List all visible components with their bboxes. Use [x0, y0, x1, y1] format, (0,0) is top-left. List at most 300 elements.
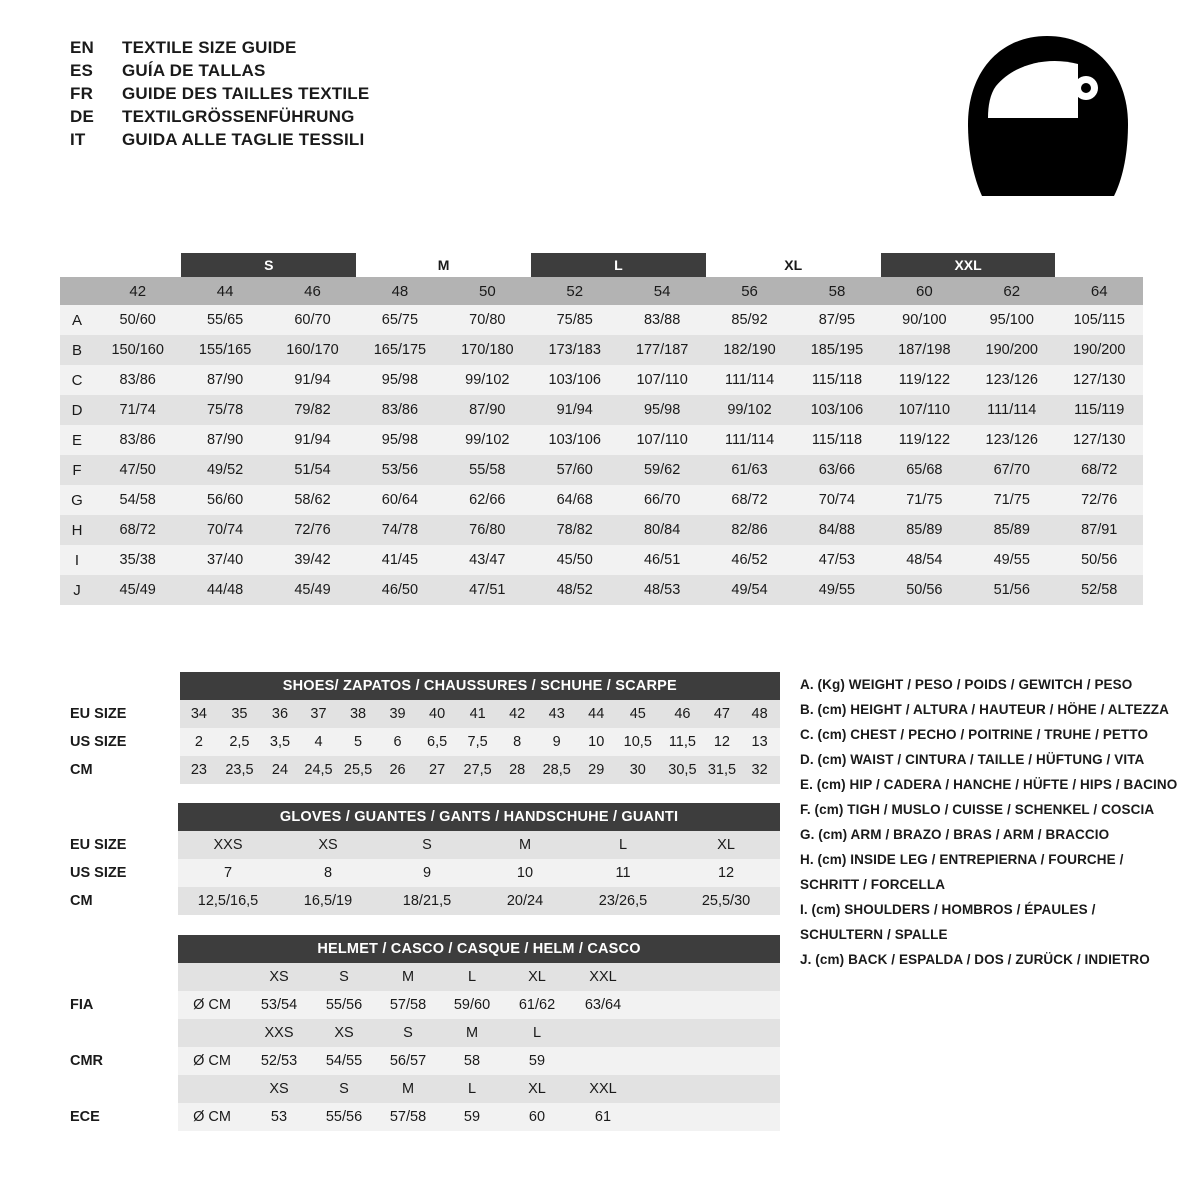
cell: 39 — [378, 700, 417, 728]
cell: 63/64 — [570, 991, 636, 1019]
legend-item: SCHRITT / FORCELLA — [800, 877, 946, 892]
legend-item: D. (cm) WAIST / CINTURA / TAILLE / HÜFTUNG / VITA — [800, 752, 1145, 767]
table-row — [60, 1103, 780, 1131]
group-cell-m: M — [437, 257, 450, 273]
table-row — [60, 545, 1143, 575]
cell: 72/76 — [1055, 485, 1143, 515]
cell: 87/91 — [1055, 515, 1143, 545]
cell: 182/190 — [706, 335, 793, 365]
cell: 36 — [261, 700, 300, 728]
cell: 50/56 — [881, 575, 968, 605]
cell: 45/50 — [531, 545, 618, 575]
cell: 38 — [338, 700, 379, 728]
cell: 87/90 — [181, 425, 268, 455]
title-lang-en: EN — [70, 38, 95, 57]
cell: 34 — [180, 700, 219, 728]
cell: 8 — [498, 728, 537, 756]
cell: 47/50 — [94, 455, 181, 485]
cell: Ø CM — [178, 991, 246, 1019]
cell: 42 — [498, 700, 537, 728]
cell: 49/54 — [706, 575, 793, 605]
cell: 165/175 — [356, 335, 443, 365]
cell: 8 — [278, 859, 378, 887]
cell: 53/54 — [246, 991, 312, 1019]
helmet-fia-label: FIA — [60, 991, 178, 1019]
cell: 87/90 — [444, 395, 531, 425]
cell: 58/62 — [269, 485, 356, 515]
cell: 13 — [739, 728, 780, 756]
helmet-section — [60, 935, 780, 1131]
cell: 47/53 — [793, 545, 880, 575]
cell: 50/60 — [94, 305, 181, 335]
title-text-es: GUÍA DE TALLAS — [122, 61, 266, 80]
cell: 44/48 — [181, 575, 268, 605]
table-row — [60, 395, 1143, 425]
row-label-h: H — [60, 515, 94, 545]
cell: XXS — [246, 1019, 312, 1047]
cell: 63/66 — [793, 455, 880, 485]
cell: XS — [278, 831, 378, 859]
shoes-header-row — [60, 672, 780, 700]
cell: 23/26,5 — [574, 887, 672, 915]
cell: 83/86 — [94, 425, 181, 455]
cell — [570, 1019, 636, 1047]
cell: 187/198 — [881, 335, 968, 365]
row-label-g: G — [60, 485, 94, 515]
cell: L — [574, 831, 672, 859]
cell: 99/102 — [706, 395, 793, 425]
cell: 59/62 — [618, 455, 705, 485]
cell: 115/118 — [793, 425, 880, 455]
cell: 59/60 — [440, 991, 504, 1019]
cell: 70/80 — [444, 305, 531, 335]
cell: 48 — [739, 700, 780, 728]
cell — [636, 1047, 780, 1075]
title-lang-de: DE — [70, 107, 95, 126]
cell: 85/92 — [706, 305, 793, 335]
cell: L — [504, 1019, 570, 1047]
cell: 43 — [536, 700, 577, 728]
cell: 7,5 — [457, 728, 498, 756]
cell: 51/56 — [968, 575, 1055, 605]
table-row — [60, 963, 780, 991]
cell: 61/63 — [706, 455, 793, 485]
title-row-es — [70, 61, 770, 81]
cell: 55/56 — [312, 1103, 376, 1131]
cell: 107/110 — [881, 395, 968, 425]
cell — [178, 1019, 246, 1047]
cell: 103/106 — [531, 365, 618, 395]
cell: 9 — [536, 728, 577, 756]
table-row — [60, 425, 1143, 455]
cell: 30,5 — [660, 756, 705, 784]
cell: 95/98 — [618, 395, 705, 425]
group-cell-64 — [1055, 253, 1143, 277]
cell: 7 — [178, 859, 278, 887]
cell: XXS — [178, 831, 278, 859]
cell: 41/45 — [356, 545, 443, 575]
cell: M — [476, 831, 574, 859]
cell — [178, 1075, 246, 1103]
gloves-cm-label: CM — [60, 887, 178, 915]
cell: S — [312, 1075, 376, 1103]
cell: 64/68 — [531, 485, 618, 515]
shoes-cm-label: CM — [60, 756, 180, 784]
cell: 37/40 — [181, 545, 268, 575]
cell: 160/170 — [269, 335, 356, 365]
cell — [636, 1019, 780, 1047]
cell: 53/56 — [356, 455, 443, 485]
cell: 10,5 — [615, 728, 660, 756]
size-row-corner — [60, 277, 94, 305]
cell: 55/58 — [444, 455, 531, 485]
cell: 27,5 — [457, 756, 498, 784]
cell: 57/60 — [531, 455, 618, 485]
row-label-f: F — [60, 455, 94, 485]
table-row — [60, 365, 1143, 395]
cell — [636, 1103, 780, 1131]
cell: 99/102 — [444, 365, 531, 395]
cell: L — [440, 1075, 504, 1103]
cell: Ø CM — [178, 1047, 246, 1075]
cell: 3,5 — [261, 728, 300, 756]
cell: 28,5 — [536, 756, 577, 784]
cell: 155/165 — [181, 335, 268, 365]
cell: 48/53 — [618, 575, 705, 605]
cell: 49/55 — [793, 575, 880, 605]
helmet-header: HELMET / CASCO / CASQUE / HELM / CASCO — [178, 935, 780, 963]
cell: 170/180 — [444, 335, 531, 365]
cell: 85/89 — [881, 515, 968, 545]
cell: 66/70 — [618, 485, 705, 515]
table-row — [60, 991, 780, 1019]
helmet-header-row — [60, 935, 780, 963]
cell: 95/98 — [356, 365, 443, 395]
cell: 37 — [299, 700, 338, 728]
main-table-size-row — [60, 277, 1143, 305]
cell: 27 — [417, 756, 458, 784]
cell: 12 — [672, 859, 780, 887]
cell: L — [440, 963, 504, 991]
main-table-group-row — [60, 253, 1143, 277]
title-text-it: GUIDA ALLE TAGLIE TESSILI — [122, 130, 365, 149]
shoes-us-label: US SIZE — [60, 728, 180, 756]
cell: 11,5 — [660, 728, 705, 756]
cell: 72/76 — [269, 515, 356, 545]
title-lang-it: IT — [70, 130, 86, 149]
table-row — [60, 859, 780, 887]
cell: 99/102 — [444, 425, 531, 455]
cell: 177/187 — [618, 335, 705, 365]
cell: 32 — [739, 756, 780, 784]
cell: 57/58 — [376, 1103, 440, 1131]
shoes-table — [60, 672, 780, 784]
cell: 24 — [261, 756, 300, 784]
cell: 123/126 — [968, 425, 1055, 455]
cell: 23,5 — [218, 756, 261, 784]
cell: 127/130 — [1055, 425, 1143, 455]
cell: Ø CM — [178, 1103, 246, 1131]
legend-item: E. (cm) HIP / CADERA / HANCHE / HÜFTE / HIPS / BACINO — [800, 777, 1178, 792]
cell: 87/90 — [181, 365, 268, 395]
cell: 80/84 — [618, 515, 705, 545]
cell: 45 — [615, 700, 660, 728]
title-row-fr — [70, 84, 770, 104]
size-54: 54 — [618, 277, 705, 305]
cell: 59 — [504, 1047, 570, 1075]
size-46: 46 — [269, 277, 356, 305]
shoes-header: SHOES/ ZAPATOS / CHAUSSURES / SCHUHE / SCARPE — [180, 672, 780, 700]
cell: 55/65 — [181, 305, 268, 335]
cell: 185/195 — [793, 335, 880, 365]
cell: S — [378, 831, 476, 859]
shoes-eu-label: EU SIZE — [60, 700, 180, 728]
title-text-en: TEXTILE SIZE GUIDE — [122, 38, 297, 57]
row-label-a: A — [60, 305, 94, 335]
cell: 47 — [705, 700, 739, 728]
cell: 76/80 — [444, 515, 531, 545]
cell: 25,5/30 — [672, 887, 780, 915]
cell: 30 — [615, 756, 660, 784]
cell: 9 — [378, 859, 476, 887]
title-row-de — [70, 107, 770, 127]
cell: 44 — [577, 700, 616, 728]
cell: S — [312, 963, 376, 991]
cell: 31,5 — [705, 756, 739, 784]
legend-item: B. (cm) HEIGHT / ALTURA / HAUTEUR / HÖHE / ALTEZZA — [800, 702, 1169, 717]
cell: 123/126 — [968, 365, 1055, 395]
cell: 68/72 — [94, 515, 181, 545]
table-row — [60, 575, 1143, 605]
cell: 48/52 — [531, 575, 618, 605]
table-row — [60, 1047, 780, 1075]
cell: 56/60 — [181, 485, 268, 515]
cell: 2 — [180, 728, 219, 756]
cell: 70/74 — [793, 485, 880, 515]
cell: 43/47 — [444, 545, 531, 575]
cell: 60 — [504, 1103, 570, 1131]
cell: 49/52 — [181, 455, 268, 485]
cell — [636, 963, 780, 991]
cell: 103/106 — [793, 395, 880, 425]
row-label-c: C — [60, 365, 94, 395]
cell: 52/58 — [1055, 575, 1143, 605]
cell: 4 — [299, 728, 338, 756]
cell: 79/82 — [269, 395, 356, 425]
cell: 11 — [574, 859, 672, 887]
cell — [178, 963, 246, 991]
table-row — [60, 887, 780, 915]
table-row — [60, 305, 1143, 335]
cell: 78/82 — [531, 515, 618, 545]
cell: 83/88 — [618, 305, 705, 335]
gloves-header-row — [60, 803, 780, 831]
cell: XS — [246, 963, 312, 991]
cell: 46/51 — [618, 545, 705, 575]
cell: 71/74 — [94, 395, 181, 425]
table-row — [60, 1019, 780, 1047]
size-56: 56 — [706, 277, 793, 305]
cell: 115/118 — [793, 365, 880, 395]
size-52: 52 — [531, 277, 618, 305]
cell: 115/119 — [1055, 395, 1143, 425]
cell: 59 — [440, 1103, 504, 1131]
group-cell-xxl: XXL — [881, 253, 1056, 277]
cell: 40 — [417, 700, 458, 728]
cell: 190/200 — [968, 335, 1055, 365]
cell: 61 — [570, 1103, 636, 1131]
cell: 75/85 — [531, 305, 618, 335]
cell: 51/54 — [269, 455, 356, 485]
cell: 83/86 — [356, 395, 443, 425]
cell: 45/49 — [94, 575, 181, 605]
cell: 90/100 — [881, 305, 968, 335]
row-label-d: D — [60, 395, 94, 425]
helmet-cmr-label: CMR — [60, 1047, 178, 1075]
size-64: 64 — [1055, 277, 1143, 305]
cell: 5 — [338, 728, 379, 756]
cell: 10 — [577, 728, 616, 756]
size-58: 58 — [793, 277, 880, 305]
cell: 85/89 — [968, 515, 1055, 545]
cell: 39/42 — [269, 545, 356, 575]
cell: 23 — [180, 756, 219, 784]
cell: 95/100 — [968, 305, 1055, 335]
cell: XS — [312, 1019, 376, 1047]
cell: 70/74 — [181, 515, 268, 545]
helmet-ece-sizes-label — [60, 1075, 178, 1103]
cell: 91/94 — [269, 365, 356, 395]
cell: 54/58 — [94, 485, 181, 515]
cell — [636, 1075, 780, 1103]
cell: 107/110 — [618, 425, 705, 455]
cell: 68/72 — [706, 485, 793, 515]
cell: 41 — [457, 700, 498, 728]
table-row — [60, 700, 780, 728]
size-60: 60 — [881, 277, 968, 305]
legend-item: F. (cm) TIGH / MUSLO / CUISSE / SCHENKEL / COSCIA — [800, 802, 1155, 817]
size-42: 42 — [94, 277, 181, 305]
table-row — [60, 831, 780, 859]
cell: 65/68 — [881, 455, 968, 485]
cell: XL — [672, 831, 780, 859]
cell: 105/115 — [1055, 305, 1143, 335]
title-text-de: TEXTILGRÖSSENFÜHRUNG — [122, 107, 355, 126]
gloves-us-label: US SIZE — [60, 859, 178, 887]
title-lang-fr: FR — [70, 84, 94, 103]
cell: 60/70 — [269, 305, 356, 335]
cell: 16,5/19 — [278, 887, 378, 915]
cell: 74/78 — [356, 515, 443, 545]
group-cell-l: L — [531, 253, 706, 277]
title-lang-es: ES — [70, 61, 94, 80]
cell: M — [440, 1019, 504, 1047]
cell: 65/75 — [356, 305, 443, 335]
cell: 55/56 — [312, 991, 376, 1019]
helmet-table — [60, 935, 780, 1131]
legend-item: A. (Kg) WEIGHT / PESO / POIDS / GEWITCH / PESO — [800, 677, 1133, 692]
table-row — [60, 756, 780, 784]
cell: 95/98 — [356, 425, 443, 455]
cell: 49/55 — [968, 545, 1055, 575]
cell: 47/51 — [444, 575, 531, 605]
cell: 58 — [440, 1047, 504, 1075]
cell: 6 — [378, 728, 417, 756]
group-cell-xl: XL — [784, 257, 803, 273]
cell: 119/122 — [881, 425, 968, 455]
row-label-j: J — [60, 575, 94, 605]
cell: 71/75 — [968, 485, 1055, 515]
table-row — [60, 1075, 780, 1103]
size-48: 48 — [356, 277, 443, 305]
cell: 46 — [660, 700, 705, 728]
table-row — [60, 455, 1143, 485]
cell: M — [376, 1075, 440, 1103]
cell: S — [376, 1019, 440, 1047]
group-cell-s: S — [181, 253, 356, 277]
cell: 83/86 — [94, 365, 181, 395]
cell: 52/53 — [246, 1047, 312, 1075]
cell: 190/200 — [1055, 335, 1143, 365]
cell: 2,5 — [218, 728, 261, 756]
group-empty-left — [60, 253, 94, 277]
row-label-e: E — [60, 425, 94, 455]
cell: 18/21,5 — [378, 887, 476, 915]
cell: 12,5/16,5 — [178, 887, 278, 915]
cell: 48/54 — [881, 545, 968, 575]
table-row — [60, 335, 1143, 365]
legend-item: H. (cm) INSIDE LEG / ENTREPIERNA / FOURCHE / — [800, 852, 1124, 867]
shoes-section — [60, 672, 780, 784]
cell: 24,5 — [299, 756, 338, 784]
cell: XL — [504, 963, 570, 991]
cell: 82/86 — [706, 515, 793, 545]
cell: M — [376, 963, 440, 991]
cell: XXL — [570, 1075, 636, 1103]
cell: 46/50 — [356, 575, 443, 605]
cell: 91/94 — [269, 425, 356, 455]
main-size-table — [60, 253, 1143, 605]
title-block — [70, 38, 770, 153]
legend-item: SCHULTERN / SPALLE — [800, 927, 948, 942]
size-50: 50 — [444, 277, 531, 305]
helmet-ece-label: ECE — [60, 1103, 178, 1131]
legend-item: I. (cm) SHOULDERS / HOMBROS / ÉPAULES / — [800, 902, 1096, 917]
cell: XS — [246, 1075, 312, 1103]
gloves-header: GLOVES / GUANTES / GANTS / HANDSCHUHE / GUANTI — [178, 803, 780, 831]
size-62: 62 — [968, 277, 1055, 305]
cell: 6,5 — [417, 728, 458, 756]
cell: 12 — [705, 728, 739, 756]
cell: 111/114 — [968, 395, 1055, 425]
cell: XXL — [570, 963, 636, 991]
cell: 111/114 — [706, 365, 793, 395]
cell: 56/57 — [376, 1047, 440, 1075]
cell: 50/56 — [1055, 545, 1143, 575]
cell: 150/160 — [94, 335, 181, 365]
cell: 35/38 — [94, 545, 181, 575]
cell: 25,5 — [338, 756, 379, 784]
cell: 53 — [246, 1103, 312, 1131]
helmet-icon — [952, 28, 1142, 218]
cell: 10 — [476, 859, 574, 887]
cell: 91/94 — [531, 395, 618, 425]
cell: 20/24 — [476, 887, 574, 915]
cell: 71/75 — [881, 485, 968, 515]
gloves-table — [60, 803, 780, 915]
cell — [636, 991, 780, 1019]
title-row-it — [70, 130, 770, 150]
